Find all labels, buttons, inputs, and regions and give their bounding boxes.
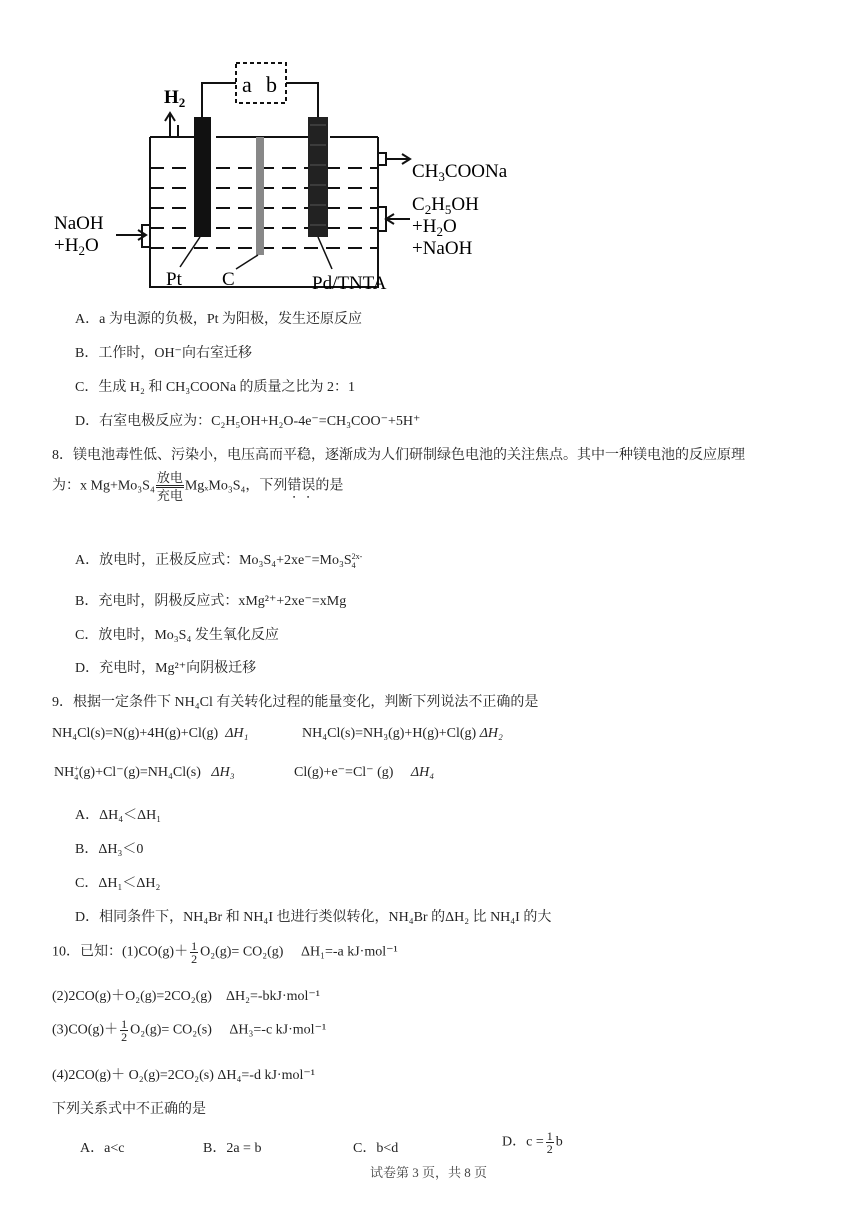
- q9-eq3-dh: ΔH₃: [211, 765, 235, 781]
- q8-option-b: B．充电时，阴极反应式：xMg²⁺+2xe⁻=xMg: [75, 594, 347, 609]
- q9-eq2-text: NH₄Cl(s)=NH₃(g)+H(g)+Cl(g): [302, 726, 477, 741]
- q9-stem: 9．根据一定条件下 NH₄Cl 有关转化过程的能量变化，判断下列说法不正确的是: [52, 695, 539, 710]
- q9-eq3-text: (g)+Cl⁻(g)=NH₄Cl(s): [78, 765, 201, 781]
- q10-line3-suffix: O₂(g)= CO₂(s) ΔH₃=-c kJ·mol⁻¹: [130, 1022, 327, 1038]
- q10-option-d-suffix: b: [555, 1134, 563, 1150]
- q10-line1-suffix: O₂(g)= CO₂(g) ΔH₁=-a kJ·mol⁻¹: [200, 944, 398, 960]
- q10-half-fraction-3: $\frac{1}{2}$: [546, 1129, 553, 1156]
- q8-option-a-text: A．放电时，正极反应式：Mo₃S₄+2xe⁻=Mo₃S: [75, 553, 352, 568]
- q8-emphasis: 错误: [287, 478, 316, 494]
- q9-eq1-text: NH₄Cl(s)=N(g)+4H(g)+Cl(g): [52, 726, 219, 741]
- q10-option-d-prefix: D．c =: [502, 1134, 544, 1150]
- q8-product: MgₓMo₃S₄，下列: [184, 478, 288, 494]
- h2o-left-label: $+H_2O$: [54, 235, 99, 258]
- q8-option-a-sup: 2x-: [351, 551, 363, 561]
- q9-option-a: A．ΔH₄＜ΔH₁: [75, 808, 162, 823]
- q10-option-c: C．b<d: [353, 1141, 399, 1156]
- pt-label: Pt: [166, 269, 182, 290]
- q9-eq4: [294, 764, 434, 781]
- q8-stem-line1: 8．镁电池毒性低、污染小，电压高而平稳，逐渐成为人们研制绿色电池的关注焦点。其中一种镁电池的反应原理: [52, 448, 745, 463]
- q8-option-a-sub: 4: [351, 560, 356, 570]
- power-label-a: a: [242, 72, 252, 97]
- q8-stem-suffix: 的是: [315, 478, 344, 494]
- naoh-label: NaOH: [54, 213, 104, 234]
- q9-option-c: C．ΔH₁＜ΔH₂: [75, 876, 161, 891]
- q9-eq2: [302, 726, 503, 742]
- q9-eq2-dh: ΔH₂: [479, 726, 503, 741]
- q8-arrow-bottom: 充电: [156, 488, 183, 503]
- q7-option-a: A．a 为电源的负极，Pt 为阳极，发生还原反应: [75, 312, 362, 327]
- pd-tnta-label: Pd/TNTA: [312, 273, 387, 294]
- q10-line2: (2)2CO(g)＋O₂(g)=2CO₂(g) ΔH₂=-bkJ·mol⁻¹: [52, 989, 320, 1004]
- q8-stem-line2: [52, 470, 343, 503]
- pd-tnta-electrode: [308, 117, 328, 237]
- pt-electrode: [194, 117, 211, 237]
- q10-line4: (4)2CO(g)＋ O₂(g)=2CO₂(s) ΔH₄=-d kJ·mol⁻¹: [52, 1068, 315, 1083]
- q9-eq3-sup: +: [74, 764, 79, 773]
- ch3coona-label: $CH_3COONa$: [412, 161, 508, 184]
- q10-line3: [52, 1018, 326, 1043]
- q10-line1-prefix: 10．已知：(1)CO(g)＋: [52, 944, 189, 960]
- c2h5oh-label: $C_2H_5OH$: [412, 194, 479, 217]
- carbon-membrane: [256, 137, 264, 255]
- q9-option-b: B．ΔH₃＜0: [75, 842, 144, 857]
- q9-option-d: D．相同条件下，NH₄Br 和 NH₄I 也进行类似转化，NH₄Br 的ΔH₂ 比 NH₄I 的大: [75, 910, 552, 925]
- q9-eq3: [54, 764, 235, 782]
- q9-eq1-dh: ΔH₁: [225, 726, 249, 741]
- h2-label: $H_2$: [164, 87, 186, 110]
- q9-eq4-text: Cl(g)+e⁻=Cl⁻ (g): [294, 765, 394, 780]
- q8-option-a: [75, 549, 362, 570]
- electrolysis-diagram: [50, 55, 530, 295]
- q8-option-c: C．放电时，Mo₃S₄ 发生氧化反应: [75, 628, 279, 643]
- q9-eq4-dh: ΔH₄: [410, 765, 435, 780]
- q8-arrow-top: 放电: [156, 470, 184, 488]
- q10-option-d: [502, 1130, 563, 1155]
- q7-option-d: D．右室电极反应为：C₂H₅OH+H₂O-4e⁻=CH₃COO⁻+5H⁺: [75, 414, 421, 429]
- naoh-right-label: +NaOH: [412, 238, 473, 259]
- q10-option-a: A．a<c: [80, 1141, 125, 1156]
- h2o-right-label: $+H_2O$: [412, 216, 457, 239]
- q9-eq3-sub: 4: [74, 773, 79, 782]
- q7-option-c: C．生成 H₂ 和 CH₃COONa 的质量之比为 2：1: [75, 380, 356, 395]
- q8-reaction-arrow: [156, 470, 184, 503]
- q9-eq1: [52, 726, 248, 742]
- q8-reactants: 为：x Mg+Mo₃S₄: [52, 478, 155, 494]
- q10-line3-prefix: (3)CO(g)＋: [52, 1022, 119, 1038]
- q10-half-fraction-1: $\frac{1}{2}$: [191, 939, 198, 966]
- q10-ask: 下列关系式中不正确的是: [52, 1102, 206, 1117]
- q10-line1: [52, 940, 398, 965]
- power-label-b: b: [266, 72, 277, 97]
- q7-option-b: B．工作时，OH⁻向右室迁移: [75, 346, 252, 361]
- q10-option-b: B．2a = b: [203, 1141, 262, 1156]
- q9-eq3-prefix: NH: [54, 765, 75, 781]
- c-label: C: [222, 269, 235, 290]
- q10-half-fraction-2: $\frac{1}{2}$: [121, 1017, 128, 1044]
- q8-option-d: D．充电时，Mg²⁺向阴极迁移: [75, 661, 257, 676]
- page-footer: 试卷第 3 页，共 8 页: [370, 1165, 488, 1180]
